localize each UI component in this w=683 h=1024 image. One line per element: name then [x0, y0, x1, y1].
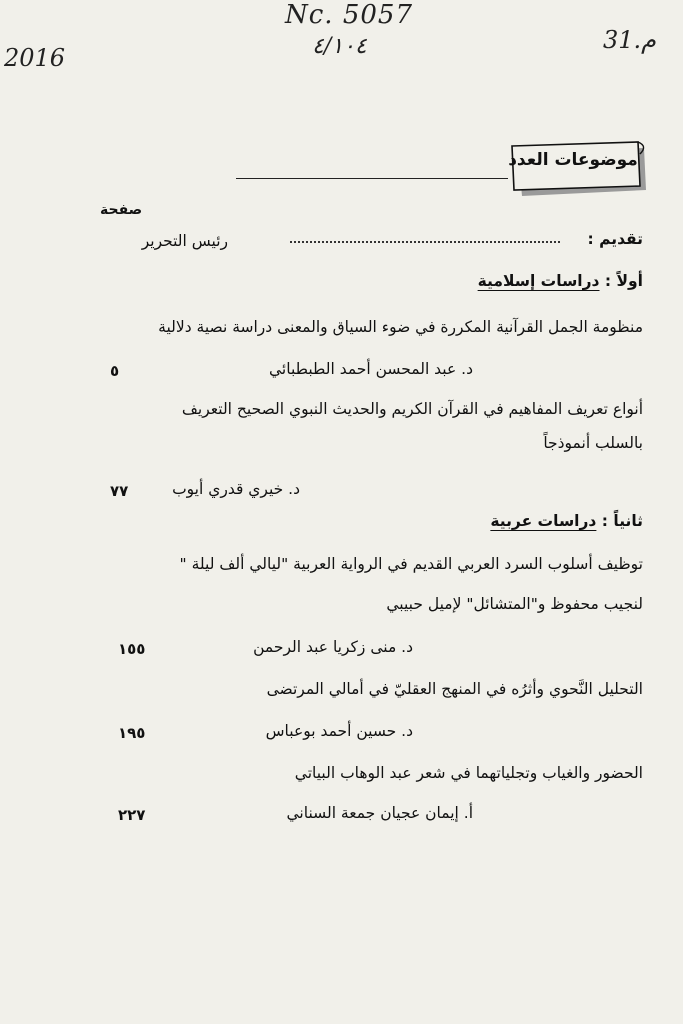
section1-heading: [478, 272, 643, 290]
article-title: أنواع تعريف المفاهيم في القرآن الكريم والحديث النبوي الصحيح التعريف: [181, 400, 643, 418]
article-page: ٧٧: [110, 482, 129, 500]
page-column-label: صفحة: [100, 202, 143, 218]
article-page: ١٥٥: [118, 640, 146, 658]
banner-scroll-icon: [508, 140, 648, 200]
handwritten-subref: ٤/١٠٤: [312, 34, 367, 59]
article-page: ١٩٥: [118, 724, 146, 742]
article-author: د. حسين أحمد بوعباس: [265, 722, 413, 740]
handwritten-reference: Nc. 5057: [285, 0, 414, 30]
article-title-cont: بالسلب أنموذجاً: [543, 434, 643, 452]
article-title: التحليل النَّحوي وأثرُه في المنهج العقليّ في أمالي المرتضى: [266, 680, 643, 698]
intro-author: رئيس التحرير: [141, 232, 228, 250]
leader-dots: [290, 241, 560, 243]
article-page: ٢٢٧: [118, 806, 146, 824]
intro-label: تقديم :: [587, 230, 643, 248]
section2-title: دراسات عربية: [490, 512, 597, 530]
article-author: د. منى زكريا عبد الرحمن: [253, 638, 413, 656]
handwritten-number: 31.م: [603, 26, 657, 54]
article-page: ٥: [110, 362, 120, 380]
article-title-cont: لنجيب محفوظ و"المتشائل" لإميل حبيبي: [386, 595, 643, 613]
section2-heading: [490, 512, 643, 530]
section1-prefix: أولاً :: [604, 272, 643, 290]
article-author: أ. إيمان عجيان جمعة السناني: [286, 804, 473, 822]
article-title: منظومة الجمل القرآنية المكررة في ضوء السياق والمعنى دراسة نصية دلالية: [158, 318, 643, 336]
article-author: د. خيري قدري أيوب: [172, 480, 300, 498]
article-title: الحضور والغياب وتجلياتهما في شعر عبد الوهاب البياتي: [294, 764, 643, 782]
title-rule: [236, 178, 508, 179]
section1-title: دراسات إسلامية: [477, 272, 600, 290]
article-title: توظيف أسلوب السرد العربي القديم في الرواية العربية "ليالي ألف ليلة ": [179, 555, 643, 573]
article-author: د. عبد المحسن أحمد الطبطبائي: [269, 360, 473, 378]
section2-prefix: ثانياً :: [601, 512, 643, 530]
handwritten-year: 2016: [4, 44, 66, 72]
contents-title: موضوعات العدد: [508, 150, 638, 170]
